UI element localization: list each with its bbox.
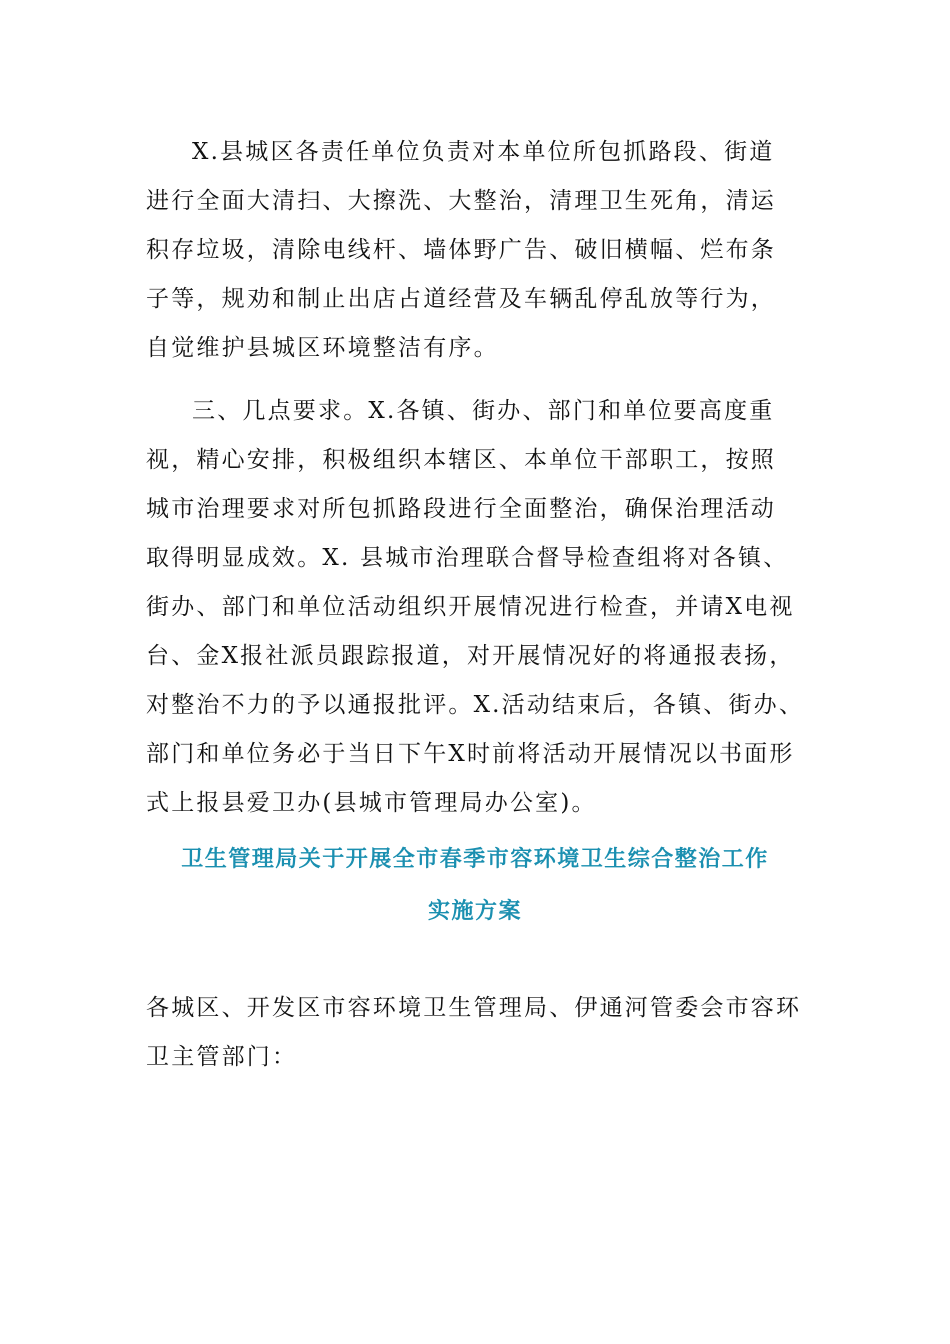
paragraph-line: X.县城区各责任单位负责对本单位所包抓路段、街道 [192,139,775,165]
paragraph-line: 对整治不力的予以通报批评。X.活动结束后，各镇、街办、 [146,692,805,718]
paragraph-line: 台、金X报社派员跟踪报道，对开展情况好的将通报表扬， [146,643,795,669]
heading-line: 卫生管理局关于开展全市春季市容环境卫生综合整治工作 [181,847,769,872]
paragraph-line: 子等，规劝和制止出店占道经营及车辆乱停乱放等行为， [146,286,776,312]
paragraph-line: 式上报县爱卫办(县城市管理局办公室)。 [146,790,597,816]
addressee-line: 卫主管部门： [146,1044,298,1070]
paragraph-line: 自觉维护县城区环境整洁有序。 [146,335,499,361]
paragraph-requirements [146,387,814,828]
paragraph-line: 进行全面大清扫、大擦洗、大整治，清理卫生死角，清运 [146,188,776,214]
paragraph-line: 三、几点要求。X.各镇、街办、部门和单位要高度重 [192,398,775,424]
addressee [146,984,814,1082]
paragraph-line: 部门和单位务必于当日下午X时前将活动开展情况以书面形 [146,741,795,767]
addressee-line: 各城区、开发区市容环境卫生管理局、伊通河管委会市容环 [146,995,802,1021]
section-heading [120,834,830,938]
paragraph-sanitation-duties [146,128,814,373]
paragraph-line: 城市治理要求对所包抓路段进行全面整治，确保治理活动 [146,496,776,522]
paragraph-line: 积存垃圾，清除电线杆、墙体野广告、破旧横幅、烂布条 [146,237,776,263]
paragraph-line: 取得明显成效。X. 县城市治理联合督导检查组将对各镇、 [146,545,789,571]
paragraph-line: 视，精心安排，积极组织本辖区、本单位干部职工，按照 [146,447,776,473]
paragraph-line: 街办、部门和单位活动组织开展情况进行检查，并请X电视 [146,594,795,620]
heading-line: 实施方案 [427,899,522,924]
